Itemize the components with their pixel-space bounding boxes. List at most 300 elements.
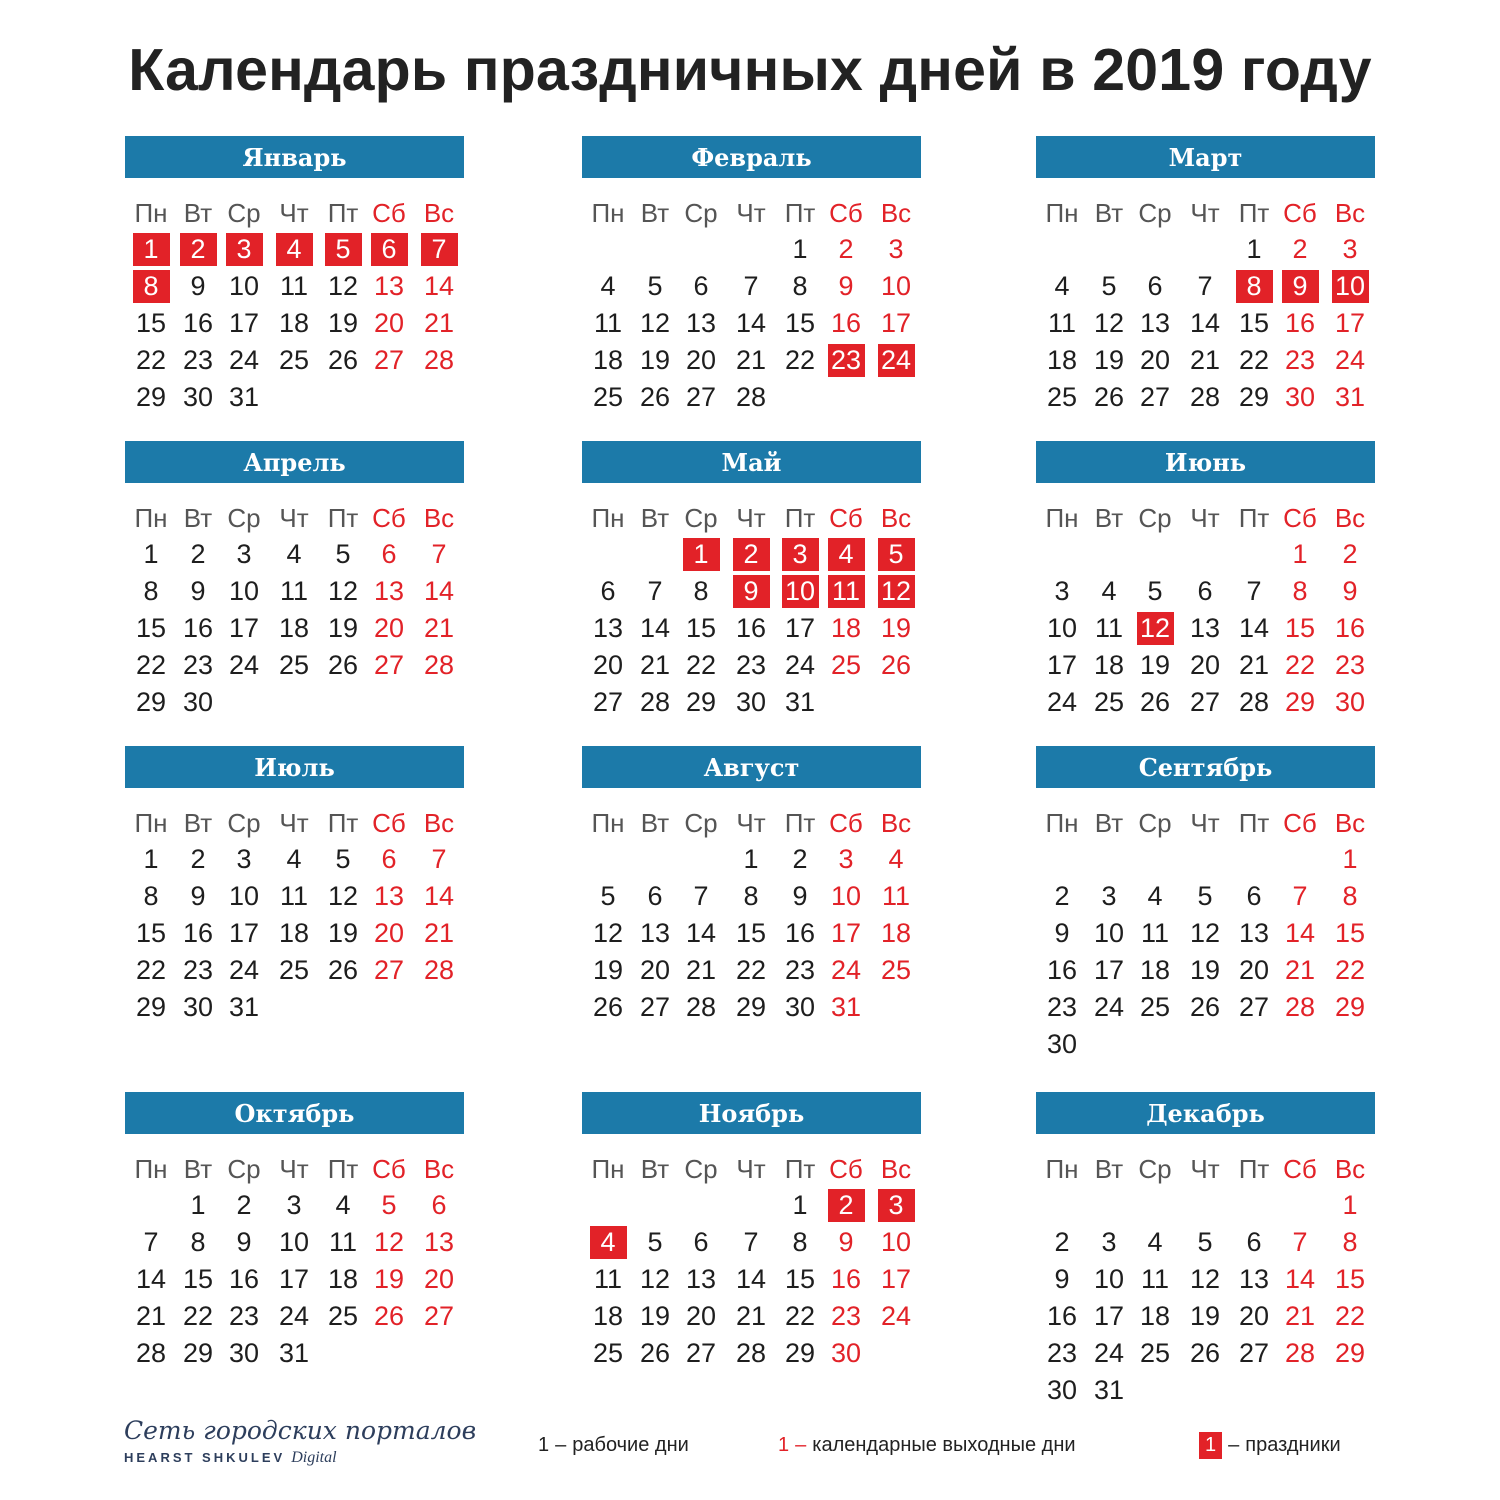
weekend-day: 17 (880, 1264, 912, 1294)
weekday-label: Сб (1283, 807, 1317, 838)
legend-holiday-sample: 1 (1199, 1432, 1222, 1459)
weekend-day: 31 (830, 992, 862, 1022)
weekday-label: Пн (591, 197, 625, 228)
weekday-label: Вт (640, 197, 670, 228)
weekday-header-row (582, 501, 921, 538)
working-day: 27 (1139, 382, 1171, 412)
working-day: 10 (228, 881, 260, 911)
week-row (582, 233, 921, 270)
month-header: Октябрь (125, 1092, 464, 1134)
working-day: 24 (228, 345, 260, 375)
working-day: 30 (1046, 1029, 1078, 1059)
weekend-day: 29 (1284, 687, 1316, 717)
weekend-day: 29 (1334, 1338, 1366, 1368)
week-row (125, 538, 464, 575)
working-day: 9 (1054, 918, 1070, 948)
working-day: 5 (335, 539, 351, 569)
working-day: 16 (784, 918, 816, 948)
legend-working-label: рабочие дни (572, 1433, 689, 1456)
weekend-day: 8 (1342, 881, 1358, 911)
working-day: 2 (1054, 881, 1070, 911)
weekend-day: 20 (423, 1264, 455, 1294)
working-day: 29 (1238, 382, 1270, 412)
working-day: 2 (190, 844, 206, 874)
working-day: 9 (190, 576, 206, 606)
holiday-day: 4 (276, 233, 313, 266)
working-day: 28 (1238, 687, 1270, 717)
week-row (1036, 917, 1375, 954)
week-row (1036, 270, 1375, 307)
working-day: 4 (600, 271, 616, 301)
weekend-day: 30 (1334, 687, 1366, 717)
weekday-label: Сб (1283, 1153, 1317, 1184)
weekday-label: Пн (134, 807, 168, 838)
weekend-day: 28 (1284, 992, 1316, 1022)
weekday-header-row (1036, 1152, 1375, 1189)
weekday-label: Вт (640, 502, 670, 533)
weekday-label: Пн (134, 502, 168, 533)
week-row (125, 612, 464, 649)
working-day: 23 (182, 955, 214, 985)
weekend-day: 5 (381, 1190, 397, 1220)
weekend-day: 21 (423, 613, 455, 643)
weekend-day: 6 (431, 1190, 447, 1220)
working-day: 5 (1197, 1227, 1213, 1257)
week-row (1036, 575, 1375, 612)
weekday-label: Чт (279, 807, 309, 838)
weekend-day: 27 (373, 650, 405, 680)
week-row (1036, 233, 1375, 270)
weekend-day: 14 (423, 271, 455, 301)
weekend-day: 22 (1334, 1301, 1366, 1331)
working-day: 2 (1054, 1227, 1070, 1257)
working-day: 27 (685, 1338, 717, 1368)
working-day: 23 (228, 1301, 260, 1331)
weekday-header-row (1036, 196, 1375, 233)
working-day: 30 (1046, 1375, 1078, 1405)
working-day: 21 (735, 1301, 767, 1331)
working-day: 19 (1139, 650, 1171, 680)
legend-separator: – (1228, 1433, 1240, 1456)
weekend-day: 30 (830, 1338, 862, 1368)
weekday-label: Пт (1238, 1153, 1270, 1184)
weekday-label: Вт (640, 1153, 670, 1184)
working-day: 31 (228, 992, 260, 1022)
weekday-label: Пт (327, 197, 359, 228)
weekday-label: Чт (736, 502, 766, 533)
weekday-label: Вт (183, 197, 213, 228)
working-day: 19 (327, 308, 359, 338)
week-row (582, 1337, 921, 1374)
working-day: 15 (135, 308, 167, 338)
working-day: 12 (1189, 918, 1221, 948)
holiday-day: 10 (1332, 270, 1369, 303)
week-row (582, 686, 921, 723)
working-day: 19 (1093, 345, 1125, 375)
weekday-label: Пт (327, 807, 359, 838)
working-day: 17 (228, 308, 260, 338)
working-day: 5 (1101, 271, 1117, 301)
working-day: 14 (1189, 308, 1221, 338)
weekend-day: 9 (1342, 576, 1358, 606)
working-day: 6 (693, 271, 709, 301)
holiday-day: 3 (226, 233, 263, 266)
working-day: 9 (236, 1227, 252, 1257)
month-block (582, 136, 921, 418)
working-day: 27 (1189, 687, 1221, 717)
weekday-label: Вт (183, 502, 213, 533)
working-day: 27 (592, 687, 624, 717)
weekday-header-row (582, 806, 921, 843)
working-day: 14 (1238, 613, 1270, 643)
working-day: 3 (1101, 881, 1117, 911)
holiday-day: 8 (133, 270, 170, 303)
weekday-label: Сб (829, 197, 863, 228)
week-row (1036, 843, 1375, 880)
week-row (125, 1189, 464, 1226)
weekday-label: Ср (227, 197, 261, 228)
working-day: 21 (1189, 345, 1221, 375)
working-day: 21 (135, 1301, 167, 1331)
month-header: Июль (125, 746, 464, 788)
working-day: 15 (735, 918, 767, 948)
weekend-day: 14 (1284, 1264, 1316, 1294)
week-row (125, 307, 464, 344)
week-row (125, 270, 464, 307)
week-row (1036, 344, 1375, 381)
legend-separator: – (795, 1433, 807, 1456)
working-day: 29 (784, 1338, 816, 1368)
weekend-day: 14 (1284, 918, 1316, 948)
weekday-label: Чт (1190, 1153, 1220, 1184)
month-block (125, 1092, 464, 1374)
working-day: 17 (228, 918, 260, 948)
working-day: 10 (228, 271, 260, 301)
working-day: 29 (135, 992, 167, 1022)
weekday-label: Вс (423, 807, 455, 838)
weekday-header-row (1036, 501, 1375, 538)
working-day: 8 (143, 576, 159, 606)
weekday-label: Пт (1238, 197, 1270, 228)
working-day: 31 (1093, 1375, 1125, 1405)
working-day: 22 (685, 650, 717, 680)
working-day: 4 (286, 539, 302, 569)
weekday-label: Пт (1238, 502, 1270, 533)
working-day: 6 (1197, 576, 1213, 606)
month-block (1036, 136, 1375, 418)
working-day: 25 (278, 345, 310, 375)
working-day: 3 (1101, 1227, 1117, 1257)
working-day: 4 (1147, 881, 1163, 911)
weekday-label: Пт (784, 197, 816, 228)
working-day: 22 (135, 650, 167, 680)
weekend-day: 24 (830, 955, 862, 985)
weekend-day: 15 (1334, 1264, 1366, 1294)
working-day: 15 (685, 613, 717, 643)
weekend-day: 10 (880, 271, 912, 301)
weekend-day: 26 (880, 650, 912, 680)
working-day: 7 (143, 1227, 159, 1257)
working-day: 30 (182, 382, 214, 412)
holiday-day: 3 (878, 1189, 915, 1222)
weekday-label: Вс (880, 502, 912, 533)
working-day: 14 (735, 308, 767, 338)
weekend-day: 16 (1334, 613, 1366, 643)
week-row (125, 233, 464, 270)
working-day: 16 (182, 918, 214, 948)
working-day: 11 (279, 271, 309, 301)
weekend-day: 1 (1342, 1190, 1358, 1220)
page-title: Календарь праздничных дней в 2019 году (128, 37, 1372, 103)
month-block (125, 136, 464, 418)
working-day: 30 (735, 687, 767, 717)
weekday-label: Вс (423, 197, 455, 228)
working-day: 13 (1189, 613, 1221, 643)
week-row (125, 1263, 464, 1300)
working-day: 14 (735, 1264, 767, 1294)
weekday-label: Сб (372, 1153, 406, 1184)
weekend-day: 21 (423, 308, 455, 338)
working-day: 1 (143, 844, 159, 874)
working-day: 26 (1189, 992, 1221, 1022)
working-day: 14 (135, 1264, 167, 1294)
working-day: 28 (135, 1338, 167, 1368)
weekend-day: 2 (1342, 539, 1358, 569)
weekend-day: 16 (1284, 308, 1316, 338)
working-day: 17 (1093, 955, 1125, 985)
working-day: 27 (1238, 1338, 1270, 1368)
weekend-day: 18 (880, 918, 912, 948)
working-day: 6 (693, 1227, 709, 1257)
working-day: 13 (1238, 918, 1270, 948)
working-day: 28 (1189, 382, 1221, 412)
working-day: 30 (228, 1338, 260, 1368)
week-row (125, 686, 464, 723)
weekend-day: 21 (1284, 1301, 1316, 1331)
weekend-day: 2 (838, 234, 854, 264)
weekend-day: 27 (423, 1301, 455, 1331)
week-row (125, 381, 464, 418)
working-day: 1 (743, 844, 759, 874)
holiday-day: 7 (421, 233, 458, 266)
working-day: 7 (1197, 271, 1213, 301)
weekend-day: 3 (1342, 234, 1358, 264)
weekday-header-row (125, 1152, 464, 1189)
weekday-label: Пн (1045, 197, 1079, 228)
holiday-day: 4 (828, 538, 865, 571)
working-day: 16 (228, 1264, 260, 1294)
holiday-day: 11 (828, 575, 865, 608)
working-day: 13 (592, 613, 624, 643)
working-day: 21 (639, 650, 671, 680)
working-day: 18 (327, 1264, 359, 1294)
week-row (582, 1189, 921, 1226)
weekend-day: 7 (431, 539, 447, 569)
week-row (1036, 381, 1375, 418)
working-day: 17 (784, 613, 816, 643)
weekday-label: Пт (327, 1153, 359, 1184)
working-day: 19 (1189, 955, 1221, 985)
weekday-label: Вт (1094, 502, 1124, 533)
week-row (125, 880, 464, 917)
working-day: 30 (182, 992, 214, 1022)
working-day: 24 (1093, 992, 1125, 1022)
week-row (1036, 1337, 1375, 1374)
weekend-day: 18 (830, 613, 862, 643)
working-day: 12 (639, 308, 671, 338)
weekday-label: Ср (1138, 807, 1172, 838)
week-row (1036, 1374, 1375, 1411)
month-block (582, 746, 921, 1028)
working-day: 27 (1238, 992, 1270, 1022)
week-row (582, 1300, 921, 1337)
working-day: 2 (236, 1190, 252, 1220)
month-block (1036, 746, 1375, 1065)
holiday-day: 8 (1236, 270, 1273, 303)
working-day: 18 (278, 918, 310, 948)
working-day: 19 (327, 918, 359, 948)
working-day: 23 (735, 650, 767, 680)
working-day: 26 (592, 992, 624, 1022)
weekend-day: 28 (423, 955, 455, 985)
weekday-header-row (125, 806, 464, 843)
weekday-label: Пн (591, 807, 625, 838)
weekend-day: 25 (880, 955, 912, 985)
weekend-day: 13 (373, 576, 405, 606)
week-row (582, 1226, 921, 1263)
working-day: 4 (1054, 271, 1070, 301)
working-day: 12 (327, 576, 359, 606)
working-day: 7 (1246, 576, 1262, 606)
weekend-day: 17 (830, 918, 862, 948)
working-day: 7 (693, 881, 709, 911)
weekday-header-row (582, 196, 921, 233)
week-row (125, 991, 464, 1028)
working-day: 22 (135, 955, 167, 985)
working-day: 26 (1139, 687, 1171, 717)
week-row (1036, 880, 1375, 917)
weekend-day: 28 (1284, 1338, 1316, 1368)
weekday-label: Ср (684, 1153, 718, 1184)
working-day: 16 (182, 308, 214, 338)
working-day: 12 (639, 1264, 671, 1294)
working-day: 24 (228, 650, 260, 680)
working-day: 24 (1046, 687, 1078, 717)
holiday-day: 2 (180, 233, 217, 266)
holiday-day: 1 (683, 538, 720, 571)
week-row (582, 344, 921, 381)
week-row (582, 538, 921, 575)
working-day: 26 (1093, 382, 1125, 412)
working-day: 14 (639, 613, 671, 643)
working-day: 1 (1246, 234, 1262, 264)
working-day: 25 (278, 955, 310, 985)
week-row (125, 954, 464, 991)
week-row (1036, 612, 1375, 649)
working-day: 22 (784, 1301, 816, 1331)
working-day: 1 (792, 1190, 808, 1220)
weekday-label: Пт (784, 807, 816, 838)
weekday-label: Пн (591, 1153, 625, 1184)
month-block (1036, 441, 1375, 723)
working-day: 3 (286, 1190, 302, 1220)
working-day: 20 (1238, 1301, 1270, 1331)
working-day: 25 (1139, 992, 1171, 1022)
working-day: 8 (792, 1227, 808, 1257)
working-day: 21 (735, 345, 767, 375)
holiday-day: 5 (325, 233, 362, 266)
week-row (1036, 307, 1375, 344)
working-day: 1 (143, 539, 159, 569)
weekday-label: Вс (880, 807, 912, 838)
working-day: 8 (792, 271, 808, 301)
weekend-day: 24 (1334, 345, 1366, 375)
week-row (125, 649, 464, 686)
weekend-day: 20 (373, 308, 405, 338)
weekend-day: 15 (1284, 613, 1316, 643)
weekday-label: Пн (1045, 502, 1079, 533)
working-day: 20 (1238, 955, 1270, 985)
weekend-day: 27 (373, 345, 405, 375)
weekend-day: 7 (431, 844, 447, 874)
weekday-label: Ср (684, 502, 718, 533)
working-day: 25 (327, 1301, 359, 1331)
working-day: 4 (1147, 1227, 1163, 1257)
week-row (1036, 686, 1375, 723)
weekend-day: 16 (830, 1264, 862, 1294)
weekday-label: Вс (1334, 197, 1366, 228)
weekend-day: 28 (423, 650, 455, 680)
working-day: 3 (236, 844, 252, 874)
working-day: 7 (647, 576, 663, 606)
weekend-day: 24 (880, 1301, 912, 1331)
weekend-day: 1 (1292, 539, 1308, 569)
weekend-day: 17 (1334, 308, 1366, 338)
working-day: 18 (592, 1301, 624, 1331)
working-day: 11 (593, 1264, 623, 1294)
weekend-day: 21 (423, 918, 455, 948)
working-day: 5 (335, 844, 351, 874)
week-row (582, 649, 921, 686)
week-row (1036, 1263, 1375, 1300)
working-day: 20 (1189, 650, 1221, 680)
weekend-day: 23 (830, 1301, 862, 1331)
working-day: 16 (1046, 955, 1078, 985)
weekday-label: Сб (829, 502, 863, 533)
weekend-day: 10 (830, 881, 862, 911)
week-row (125, 575, 464, 612)
weekend-day: 23 (1284, 345, 1316, 375)
working-day: 8 (190, 1227, 206, 1257)
weekday-label: Чт (736, 197, 766, 228)
working-day: 25 (278, 650, 310, 680)
working-day: 15 (784, 1264, 816, 1294)
legend-working-days (538, 1430, 689, 1460)
week-row (582, 843, 921, 880)
working-day: 6 (600, 576, 616, 606)
working-day: 31 (278, 1338, 310, 1368)
working-day: 5 (647, 1227, 663, 1257)
month-header: Август (582, 746, 921, 788)
weekend-day: 25 (830, 650, 862, 680)
weekday-label: Вс (1334, 807, 1366, 838)
week-row (125, 843, 464, 880)
weekend-day: 9 (838, 1227, 854, 1257)
weekend-day: 4 (888, 844, 904, 874)
weekday-label: Чт (279, 502, 309, 533)
working-day: 18 (278, 613, 310, 643)
weekend-day: 19 (373, 1264, 405, 1294)
